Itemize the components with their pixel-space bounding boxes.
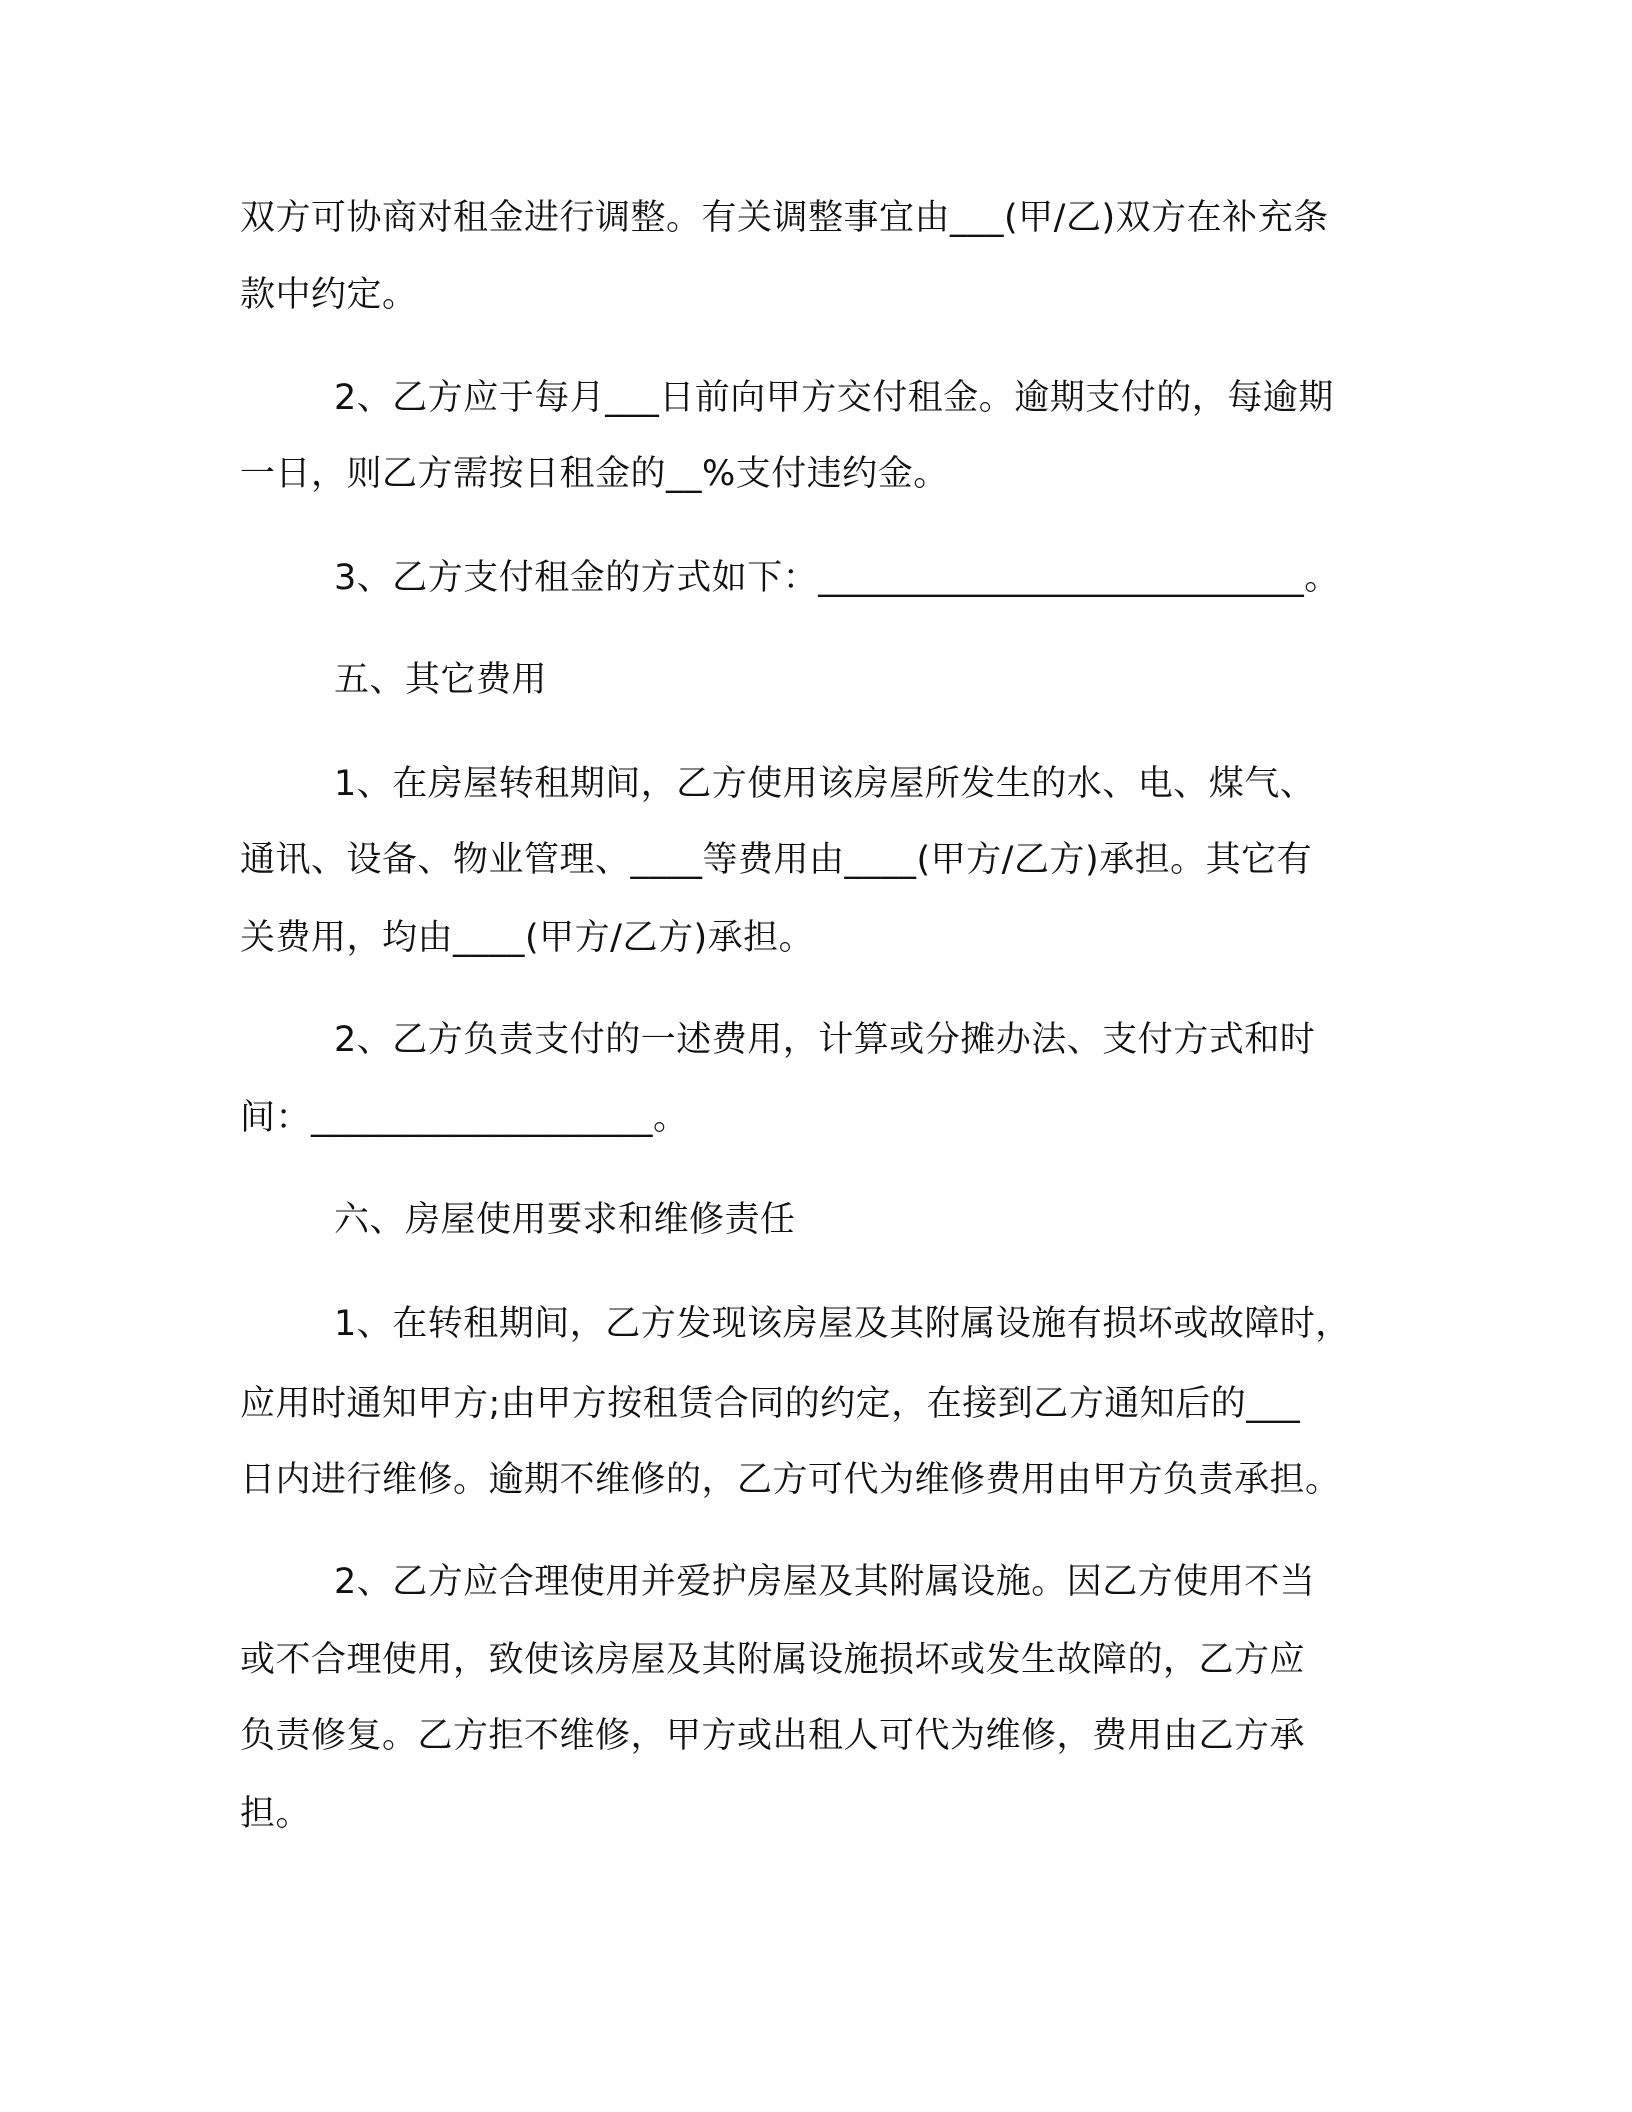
text-line: 负责修复。乙方拒不维修，甲方或出租人可代为维修，费用由乙方承 <box>240 1716 1306 1756</box>
text-line: 款中约定。 <box>240 275 418 315</box>
text-line: 间：___________________。 <box>240 1098 689 1138</box>
paragraph-first-line: 3、乙方支付租金的方式如下：___________________________。 <box>334 558 1340 598</box>
paragraph-first-line: 2、乙方负责支付的一述费用，计算或分摊办法、支付方式和时 <box>334 1020 1316 1060</box>
paragraph-first-line: 2、乙方应合理使用并爱护房屋及其附属设施。因乙方使用不当 <box>334 1562 1316 1602</box>
paragraph-first-line: 2、乙方应于每月___日前向甲方交付租金。逾期支付的，每逾期 <box>334 378 1334 418</box>
paragraph-first-line: 1、在房屋转租期间，乙方使用该房屋所发生的水、电、煤气、 <box>334 764 1316 804</box>
text-line: 双方可协商对租金进行调整。有关调整事宜由___(甲/乙)双方在补充条 <box>240 198 1329 238</box>
text-line: 一日，则乙方需按日租金的__%支付违约金。 <box>240 454 949 494</box>
text-line: 关费用，均由____(甲方/乙方)承担。 <box>240 918 815 958</box>
section-heading: 六、房屋使用要求和维修责任 <box>334 1200 796 1240</box>
text-line: 日内进行维修。逾期不维修的，乙方可代为维修费用由甲方负责承担。 <box>240 1460 1341 1500</box>
text-line: 通讯、设备、物业管理、____等费用由____(甲方/乙方)承担。其它有 <box>240 840 1313 880</box>
paragraph-first-line: 1、在转租期间，乙方发现该房屋及其附属设施有损坏或故障时， <box>334 1304 1351 1344</box>
text-line: 担。 <box>240 1794 312 1834</box>
text-line: 应用时通知甲方;由甲方按租赁合同的约定，在接到乙方通知后的___ <box>240 1384 1301 1424</box>
section-heading: 五、其它费用 <box>334 660 548 700</box>
text-line: 或不合理使用，致使该房屋及其附属设施损坏或发生故障的，乙方应 <box>240 1640 1306 1680</box>
